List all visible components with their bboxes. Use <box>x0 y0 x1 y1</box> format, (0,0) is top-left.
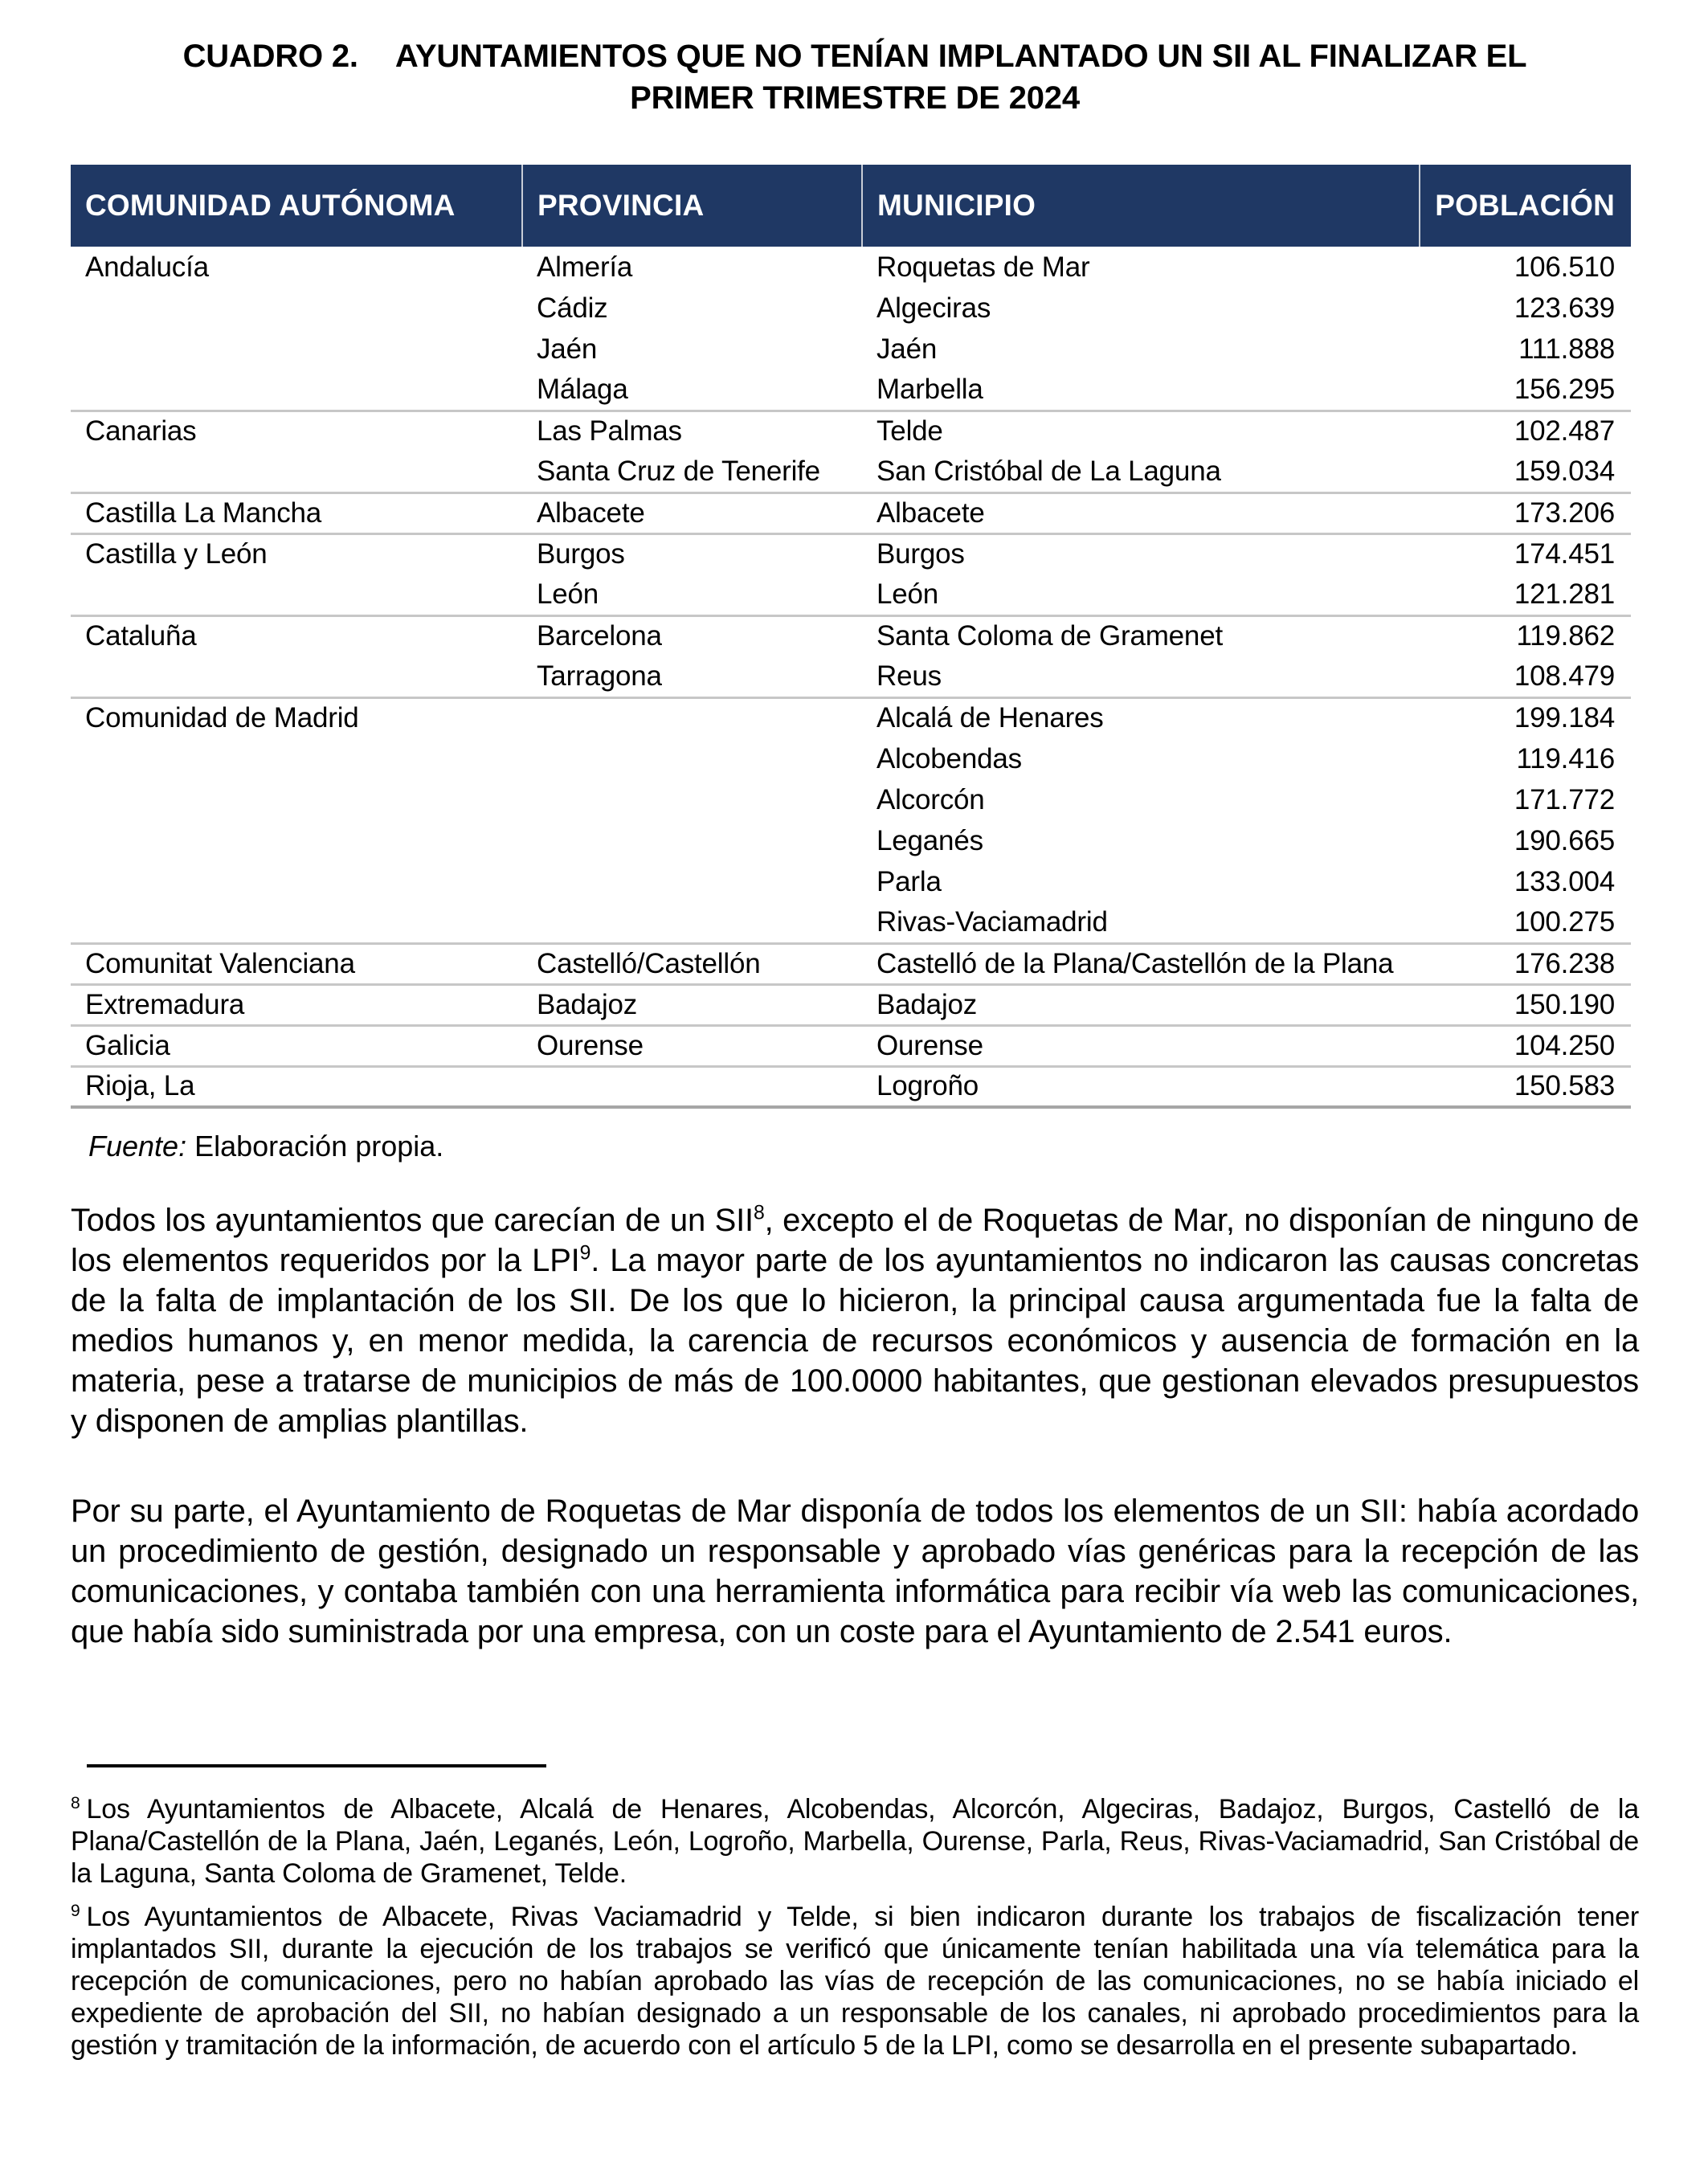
cell-municipio: Leganés <box>876 824 983 856</box>
cell-poblacion: 190.665 <box>1514 824 1615 856</box>
table-row <box>71 656 1631 697</box>
cell-poblacion: 173.206 <box>1420 492 1631 533</box>
cell-poblacion: 159.034 <box>1514 455 1615 487</box>
table-row <box>71 943 1631 984</box>
cell-municipio: Castelló de la Plana/Castellón de la Plana <box>862 943 1420 984</box>
table-title-line2: PRIMER TRIMESTRE DE 2024 <box>630 80 1080 116</box>
table-row <box>71 370 1631 411</box>
cell-provincia: Ourense <box>522 1025 862 1066</box>
cell-poblacion: 199.184 <box>1420 697 1631 738</box>
cell-provincia: Albacete <box>522 492 862 533</box>
col-header-comunidad: COMUNIDAD AUTÓNOMA <box>71 165 522 247</box>
cell-municipio: Reus <box>876 660 942 692</box>
cell-comunidad <box>71 574 522 615</box>
cell-poblacion: 100.275 <box>1514 905 1615 938</box>
source-text: Elaboración propia. <box>186 1130 444 1163</box>
cell-comunidad: Canarias <box>71 411 522 452</box>
cell-poblacion: 108.479 <box>1514 660 1615 692</box>
cell-municipio: Logroño <box>862 1066 1420 1107</box>
col-header-provincia: PROVINCIA <box>522 165 862 247</box>
municipalities-table <box>71 165 1631 1109</box>
table-title-label: CUADRO 2. <box>182 39 358 74</box>
table-row <box>71 861 1631 902</box>
paragraph-1 <box>71 1200 1639 1441</box>
cell-provincia: Almería <box>537 251 633 283</box>
paragraph-2: Por su parte, el Ayuntamiento de Roquetas de Mar disponía de todos los elementos de un SII: había acordado un procedimiento de gestión, designado un responsable y aprobado vías genéricas para la recepción de las comunicaciones, y contaba también con una herramienta informática para recibir vía web las comunicaciones, que había sido suministrada por una empresa, con un coste para el Ayuntamiento de 2.541 euros. <box>71 1494 1639 1649</box>
table-header <box>71 165 1631 247</box>
cell-comunidad <box>71 288 522 329</box>
footnote-8 <box>71 1793 1639 1890</box>
cell-comunidad: Comunitat Valenciana <box>71 943 522 984</box>
col-header-poblacion: POBLACIÓN <box>1420 165 1631 247</box>
table-title <box>71 35 1639 119</box>
cell-provincia: Tarragona <box>537 660 662 692</box>
paragraph-1-text: , excepto el de Roquetas de Mar, no disponían de ninguno de los elementos requeridos por la LPI <box>71 1203 1639 1278</box>
cell-provincia: Cádiz <box>537 292 608 324</box>
cell-municipio: Rivas-Vaciamadrid <box>876 905 1108 938</box>
cell-provincia: Barcelona <box>522 615 862 656</box>
cell-poblacion: 104.250 <box>1420 1025 1631 1066</box>
cell-municipio: Albacete <box>862 492 1420 533</box>
table-row <box>71 738 1631 779</box>
cell-comunidad: Castilla y León <box>71 533 522 574</box>
cell-poblacion: 156.295 <box>1514 373 1615 405</box>
cell-provincia: León <box>537 578 599 610</box>
col-header-municipio: MUNICIPIO <box>862 165 1420 247</box>
footnote-separator-rule <box>87 1764 546 1767</box>
cell-provincia: Burgos <box>522 533 862 574</box>
cell-poblacion: 121.281 <box>1514 578 1615 610</box>
cell-poblacion: 119.862 <box>1420 615 1631 656</box>
cell-comunidad: Rioja, La <box>71 1066 522 1107</box>
footnote-9-marker: 9 <box>71 1901 80 1920</box>
footnote-9-text: Los Ayuntamientos de Albacete, Rivas Vaciamadrid y Telde, si bien indicaron durante los trabajos de fiscalización tener implantados SII, durante la ejecución de los trabajos se verificó que únicamente tenían habilitada una vía telemática para la recepción de comunicaciones, pero no habían aprobado las vías de recepción de las comunicaciones, no se había iniciado el expediente de aprobación del SII, no habían designado a un responsable de los canales, ni aprobado procedimientos para la gestión y tramitación de la información, de acuerdo con el artículo 5 de la LPI, como se desarrolla en el presente subapartado. <box>71 1902 1639 2061</box>
table-row <box>71 452 1631 492</box>
cell-poblacion: 111.888 <box>1518 333 1615 365</box>
cell-municipio: Ourense <box>862 1025 1420 1066</box>
cell-municipio: Alcalá de Henares <box>862 697 1420 738</box>
cell-municipio: Algeciras <box>876 292 991 324</box>
cell-municipio: Jaén <box>876 333 938 365</box>
footnote-9 <box>71 1901 1639 2062</box>
paragraph-1-text: Todos los ayuntamientos que carecían de un SII <box>71 1203 754 1238</box>
footnote-ref-9: 9 <box>579 1242 591 1265</box>
table-row <box>71 779 1631 820</box>
table-row <box>71 615 1631 656</box>
footnote-ref-8: 8 <box>753 1202 765 1224</box>
cell-municipio: Marbella <box>876 373 983 405</box>
cell-provincia <box>522 779 862 820</box>
cell-municipio: Alcobendas <box>876 742 1022 774</box>
cell-provincia <box>522 820 862 861</box>
cell-provincia <box>522 738 862 779</box>
cell-municipio: Roquetas de Mar <box>876 251 1090 283</box>
cell-comunidad: Extremadura <box>71 984 522 1025</box>
table-title-line1: AYUNTAMIENTOS QUE NO TENÍAN IMPLANTADO UN SII AL FINALIZAR EL <box>394 39 1527 74</box>
cell-comunidad: Galicia <box>71 1025 522 1066</box>
cell-municipio: Burgos <box>862 533 1420 574</box>
cell-poblacion: 119.416 <box>1516 742 1615 774</box>
table-row <box>71 697 1631 738</box>
table-body <box>71 247 1631 1107</box>
paragraph-1-text: . La mayor parte de los ayuntamientos no indicaron las causas concretas de la falta de implantación de los SII. De los que lo hicieron, la principal causa argumentada fue la falta de medios humanos y, en menor medida, la carencia de recursos económicos y ausencia de formación en la materia, pese a tratarse de municipios de más de 100.0000 habitantes, que gestionan elevados presupuestos y disponen de amplias plantillas. <box>71 1243 1639 1439</box>
cell-municipio: Alcorcón <box>876 783 985 815</box>
table-row <box>71 288 1631 329</box>
cell-poblacion: 102.487 <box>1420 411 1631 452</box>
cell-poblacion: 176.238 <box>1420 943 1631 984</box>
table-row <box>71 533 1631 574</box>
table-row <box>71 1066 1631 1107</box>
cell-poblacion: 150.583 <box>1420 1066 1631 1107</box>
source-note <box>71 1130 1639 1163</box>
cell-poblacion: 150.190 <box>1420 984 1631 1025</box>
source-label: Fuente: <box>88 1130 187 1163</box>
table-row <box>71 820 1631 861</box>
cell-municipio: León <box>876 578 939 610</box>
table-row <box>71 329 1631 370</box>
footnote-8-text: Los Ayuntamientos de Albacete, Alcalá de Henares, Alcobendas, Alcorcón, Algeciras, Badajoz, Burgos, Castelló de la Plana/Castellón de la Plana, Jaén, Leganés, León, Logroño, Marbella, Ourense, Parla, Reus, Rivas-Vaciamadrid, San Cristóbal de la Laguna, Santa Coloma de Gramenet, Telde. <box>71 1794 1639 1889</box>
cell-poblacion: 171.772 <box>1514 783 1615 815</box>
table-row <box>71 984 1631 1025</box>
table-row <box>71 411 1631 452</box>
cell-comunidad <box>71 902 522 943</box>
cell-comunidad <box>71 452 522 492</box>
cell-municipio: Badajoz <box>862 984 1420 1025</box>
cell-comunidad <box>71 820 522 861</box>
cell-municipio: San Cristóbal de La Laguna <box>876 455 1221 487</box>
cell-comunidad <box>71 861 522 902</box>
cell-provincia: Jaén <box>537 333 598 365</box>
cell-comunidad: Comunidad de Madrid <box>71 697 522 738</box>
cell-provincia <box>522 861 862 902</box>
cell-comunidad <box>71 329 522 370</box>
cell-provincia <box>522 1066 862 1107</box>
cell-provincia: Badajoz <box>522 984 862 1025</box>
cell-municipio: Santa Coloma de Gramenet <box>862 615 1420 656</box>
cell-poblacion: 133.004 <box>1514 865 1615 897</box>
cell-municipio: Telde <box>862 411 1420 452</box>
cell-comunidad: Cataluña <box>71 615 522 656</box>
cell-comunidad: Castilla La Mancha <box>71 492 522 533</box>
cell-provincia <box>522 902 862 943</box>
cell-provincia: Málaga <box>537 373 628 405</box>
footnote-8-marker: 8 <box>71 1793 80 1812</box>
table-row <box>71 247 1631 288</box>
cell-poblacion: 123.639 <box>1514 292 1615 324</box>
cell-provincia: Castelló/Castellón <box>522 943 862 984</box>
cell-municipio: Parla <box>876 865 942 897</box>
cell-comunidad <box>71 656 522 697</box>
table-row <box>71 492 1631 533</box>
cell-comunidad <box>71 370 522 411</box>
cell-provincia <box>522 697 862 738</box>
cell-poblacion: 174.451 <box>1420 533 1631 574</box>
table-row <box>71 1025 1631 1066</box>
cell-provincia: Santa Cruz de Tenerife <box>537 455 820 487</box>
cell-poblacion: 106.510 <box>1514 251 1615 283</box>
cell-comunidad <box>71 779 522 820</box>
cell-comunidad: Andalucía <box>85 251 209 283</box>
table-row <box>71 574 1631 615</box>
cell-provincia: Las Palmas <box>522 411 862 452</box>
cell-comunidad <box>71 738 522 779</box>
table-row <box>71 902 1631 943</box>
